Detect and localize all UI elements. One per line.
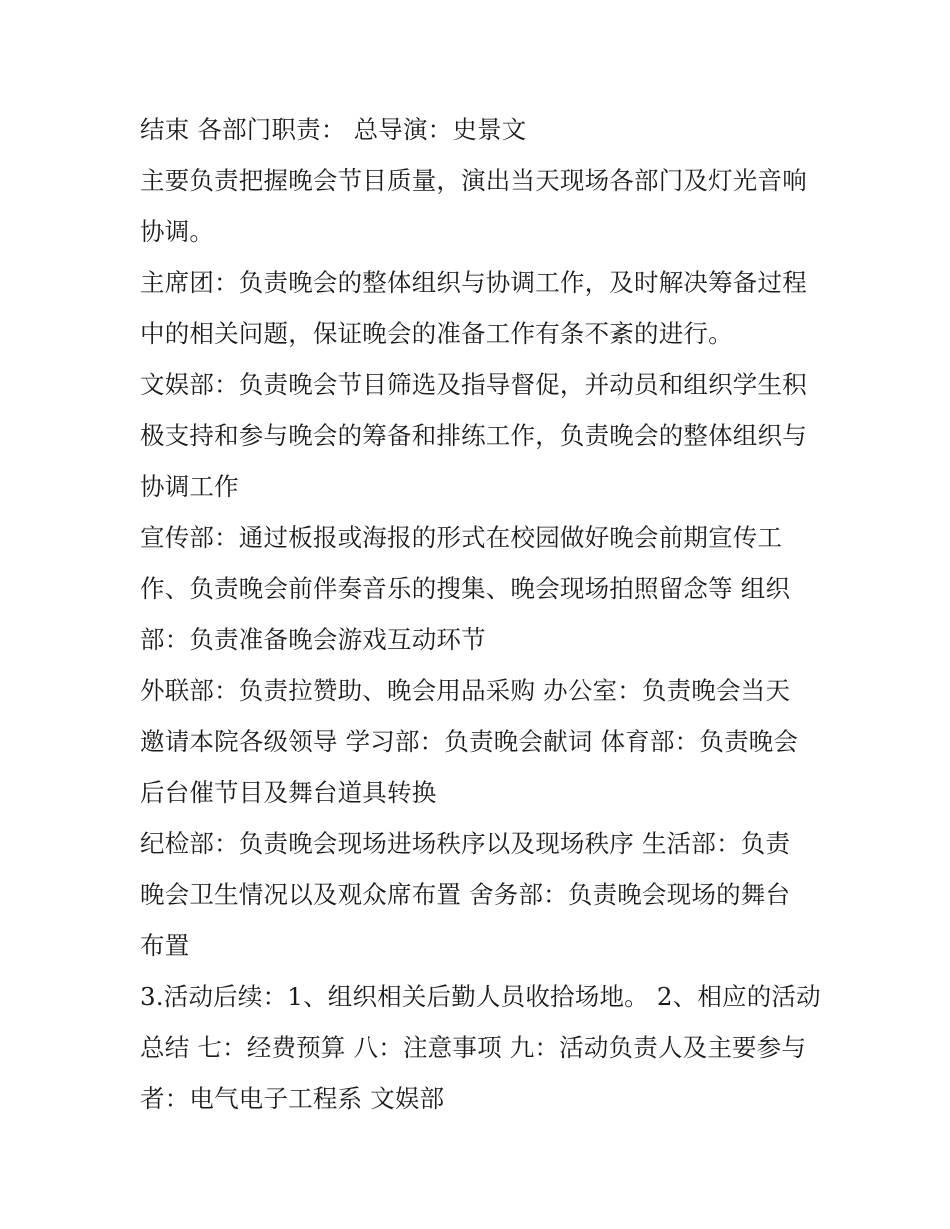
text-line: 结束 各部门职责： 总导演：史景文 [140,115,527,144]
text-line: 后台催节目及舞台道具转换 [140,778,437,807]
text-line: 外联部：负责拉赞助、晚会用品采购 办公室：负责晚会当天 [140,676,791,705]
text-line: 极支持和参与晚会的筹备和排练工作，负责晚会的整体组织与 [140,421,807,450]
text-line: 文娱部：负责晚会节目筛选及指导督促，并动员和组织学生积 [140,370,807,399]
text-line: 作、负责晚会前伴奏音乐的搜集、晚会现场拍照留念等 组织 [140,574,791,603]
text-line: 邀请本院各级领导 学习部：负责晚会献词 体育部：负责晚会 [140,727,799,756]
text-line: 晚会卫生情况以及观众席布置 舍务部：负责晚会现场的舞台 [140,880,791,909]
text-line: 者：电气电子工程系 文娱部 [140,1084,445,1113]
text-line: 协调工作 [140,472,239,501]
text-line: 主席团：负责晚会的整体组织与协调工作，及时解决筹备过程 [140,268,807,297]
text-line: 宣传部：通过板报或海报的形式在校园做好晚会前期宣传工 [140,523,783,552]
text-line: 主要负责把握晚会节目质量，演出当天现场各部门及灯光音响 [140,166,807,195]
document-body [140,104,820,1124]
text-line: 布置 [140,931,190,960]
text-line: 协调。 [140,217,215,246]
text-line: 总结 七：经费预算 八：注意事项 九：活动负责人及主要参与 [140,1033,807,1062]
text-line: 纪检部：负责晚会现场进场秩序以及现场秩序 生活部：负责 [140,829,791,858]
text-line: 中的相关问题，保证晚会的准备工作有条不紊的进行。 [140,319,733,348]
text-line: 部：负责准备晚会游戏互动环节 [140,625,486,654]
text-line: 3.活动后续：1、组织相关后勤人员收拾场地。 2、相应的活动 [140,982,821,1011]
